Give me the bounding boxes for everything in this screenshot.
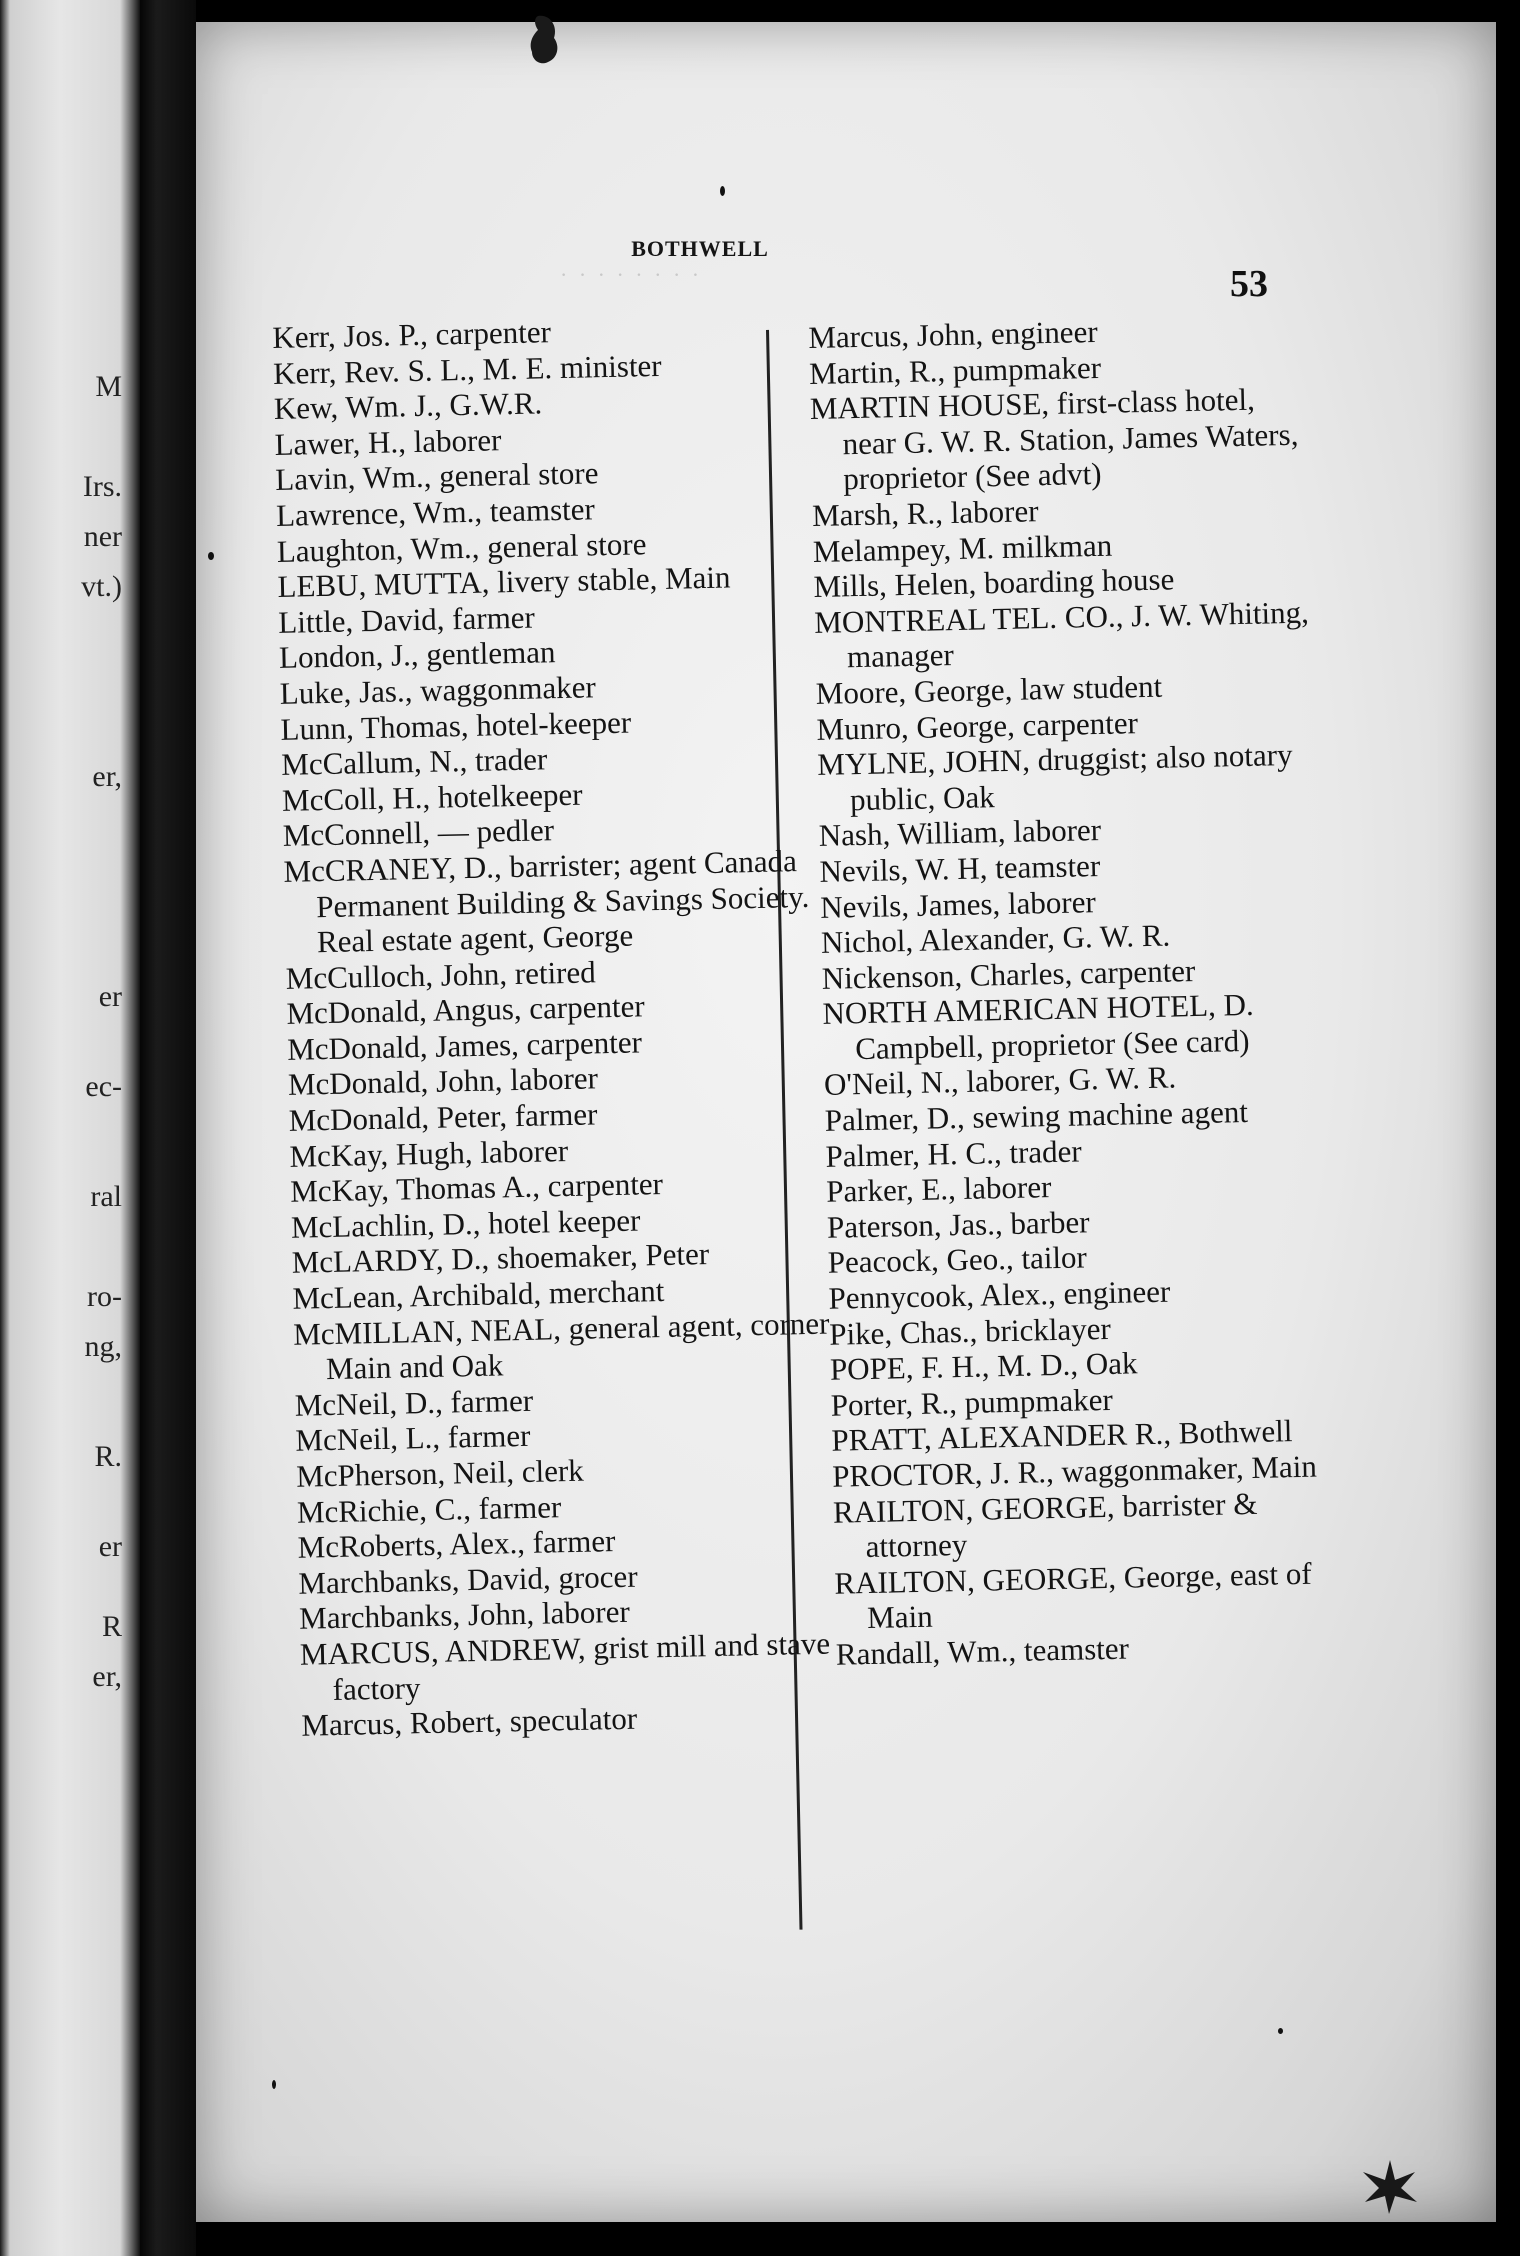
directory-entry: Mills, Helen, boarding house — [813, 561, 1175, 605]
directory-entry: Kew, Wm. J., G.W.R. — [273, 385, 543, 427]
directory-entry: LEBU, MUTTA, livery stable, Main — [277, 559, 731, 605]
ink-speck — [208, 552, 214, 560]
directory-entry: PROCTOR, J. R., waggonmaker, Main — [831, 1448, 1318, 1494]
directory-entry: Nash, William, laborer — [818, 812, 1102, 854]
directory-entry: McRoberts, Alex., farmer — [297, 1523, 616, 1565]
directory-entry: McNeil, L., farmer — [295, 1418, 531, 1459]
facing-page-fragment: er — [98, 1530, 122, 1563]
directory-entry: RAILTON, GEORGE, barrister & attorney — [832, 1485, 1258, 1565]
directory-entry: Palmer, D., sewing machine agent — [824, 1094, 1249, 1138]
facing-page-fragment: R — [101, 1610, 122, 1643]
ink-blot-ornament — [524, 12, 564, 72]
directory-entry: PRATT, ALEXANDER R., Bothwell — [831, 1413, 1293, 1459]
directory-entry: McDonald, Peter, farmer — [288, 1096, 598, 1138]
directory-entry: Lawer, H., laborer — [274, 422, 502, 462]
directory-entry: MARTIN HOUSE, first-class hotel, near G. W. R. Station, James Waters, proprietor (See advt) — [809, 381, 1299, 497]
bleed-through-text: · · · · · · · · — [560, 262, 703, 287]
directory-entry: McCRANEY, D., barrister; agent Canada Permanent Building & Savings Society. Real estate agent, George — [283, 843, 810, 960]
directory-entry: Parker, E., laborer — [825, 1169, 1052, 1210]
directory-column-right — [808, 310, 1336, 1673]
directory-entry: Nichol, Alexander, G. W. R. — [820, 917, 1171, 960]
directory-entry: McRichie, C., farmer — [296, 1488, 562, 1530]
facing-page-fragment: ral — [90, 1180, 122, 1213]
facing-page-fragment: vt.) — [81, 570, 122, 603]
directory-entry: McLachlin, D., hotel keeper — [290, 1202, 641, 1245]
directory-entry: McNeil, D., farmer — [294, 1382, 534, 1423]
directory-entry: Moore, George, law student — [815, 668, 1163, 711]
directory-entry: RAILTON, GEORGE, George, east of Main — [834, 1555, 1312, 1636]
directory-entry: McKay, Thomas A., carpenter — [289, 1166, 664, 1210]
directory-entry: McColl, H., hotelkeeper — [281, 776, 583, 818]
facing-page-fragment: er — [98, 980, 122, 1013]
directory-entry: MYLNE, JOHN, druggist; also notary public, Oak — [816, 737, 1293, 817]
facing-page-fragment: ec- — [85, 1070, 122, 1103]
facing-page-fragment: Irs. — [82, 470, 122, 503]
directory-entry: McCallum, N., trader — [280, 741, 548, 783]
directory-entry: McMILLAN, NEAL, general agent, corner Main and Oak — [292, 1305, 830, 1387]
facing-page-fragment: R. — [94, 1440, 122, 1473]
insect-specimen — [1355, 2150, 1425, 2220]
directory-entry: McPherson, Neil, clerk — [295, 1452, 585, 1494]
page-number: 53 — [1230, 263, 1268, 305]
directory-entry: Nevils, James, laborer — [819, 883, 1097, 925]
directory-entry: Marcus, John, engineer — [808, 313, 1098, 355]
directory-entry: Nickenson, Charles, carpenter — [821, 952, 1196, 996]
facing-page-fragment: ner — [83, 520, 122, 553]
facing-page-edge — [0, 0, 140, 2256]
directory-entry: McCulloch, John, retired — [285, 954, 597, 996]
directory-entry: Marcus, Robert, speculator — [301, 1700, 638, 1743]
directory-entry: McDonald, John, laborer — [287, 1060, 599, 1103]
directory-entry: Luke, Jas., waggonmaker — [279, 669, 597, 711]
directory-entry: MONTREAL TEL. CO., J. W. Whiting, manager — [813, 594, 1310, 675]
directory-entry: Kerr, Rev. S. L., M. E. minister — [272, 347, 662, 391]
ink-speck — [1278, 2028, 1283, 2034]
directory-entry: Munro, George, carpenter — [816, 704, 1139, 747]
directory-entry: Marchbanks, John, laborer — [298, 1594, 631, 1637]
directory-entry: McLean, Archibald, merchant — [292, 1273, 665, 1316]
directory-entry: Marsh, R., laborer — [811, 493, 1039, 533]
directory-entry: McLARDY, D., shoemaker, Peter — [291, 1236, 710, 1281]
directory-entry: NORTH AMERICAN HOTEL, D. Campbell, proprietor (See card) — [822, 987, 1255, 1067]
directory-entry: McDonald, Angus, carpenter — [286, 988, 645, 1032]
directory-entry: McConnell, — pedler — [282, 812, 555, 854]
directory-entry: Lunn, Thomas, hotel-keeper — [280, 704, 632, 747]
ink-speck — [272, 2080, 276, 2089]
directory-entry: Lavin, Wm., general store — [274, 455, 599, 498]
directory-entry: McKay, Hugh, laborer — [289, 1132, 569, 1174]
directory-entry: McDonald, James, carpenter — [286, 1024, 643, 1067]
directory-entry: Paterson, Jas., barber — [826, 1204, 1090, 1245]
directory-entry: O'Neil, N., laborer, G. W. R. — [823, 1059, 1177, 1103]
directory-entry: Kerr, Jos. P., carpenter — [272, 314, 552, 355]
directory-entry: Randall, Wm., teamster — [835, 1630, 1130, 1672]
directory-entry: Peacock, Geo., tailor — [827, 1239, 1088, 1281]
directory-entry: Lawrence, Wm., teamster — [275, 491, 596, 533]
facing-page-fragment: er, — [92, 760, 122, 793]
directory-entry: Marchbanks, David, grocer — [298, 1558, 638, 1601]
facing-page-fragment: M — [95, 370, 122, 403]
directory-entry: MARCUS, ANDREW, grist mill and stave factory — [299, 1625, 831, 1707]
directory-entry: Pennycook, Alex., engineer — [828, 1273, 1171, 1316]
directory-entry: Nevils, W. H, teamster — [819, 847, 1101, 889]
directory-entry: Pike, Chas., bricklayer — [828, 1310, 1112, 1352]
running-head: BOTHWELL — [631, 236, 769, 261]
scan-border — [1496, 0, 1520, 2256]
directory-entry: Palmer, H. C., trader — [825, 1133, 1082, 1174]
directory-entry: Laughton, Wm., general store — [276, 525, 647, 569]
directory-entry: Porter, R., pumpmaker — [830, 1381, 1114, 1423]
facing-page-fragment: er, — [92, 1660, 122, 1693]
facing-page-fragment: ro- — [87, 1280, 122, 1313]
facing-page-fragment: ng, — [84, 1330, 122, 1363]
directory-entry: Melampey, M. milkman — [812, 527, 1113, 569]
directory-entry: London, J., gentleman — [278, 634, 556, 676]
book-gutter — [140, 0, 196, 2256]
directory-entry: POPE, F. H., M. D., Oak — [829, 1345, 1138, 1387]
directory-entry: Martin, R., pumpmaker — [808, 349, 1102, 391]
directory-column-left — [272, 308, 862, 1743]
ink-speck — [720, 186, 725, 196]
directory-entry: Little, David, farmer — [277, 599, 536, 640]
